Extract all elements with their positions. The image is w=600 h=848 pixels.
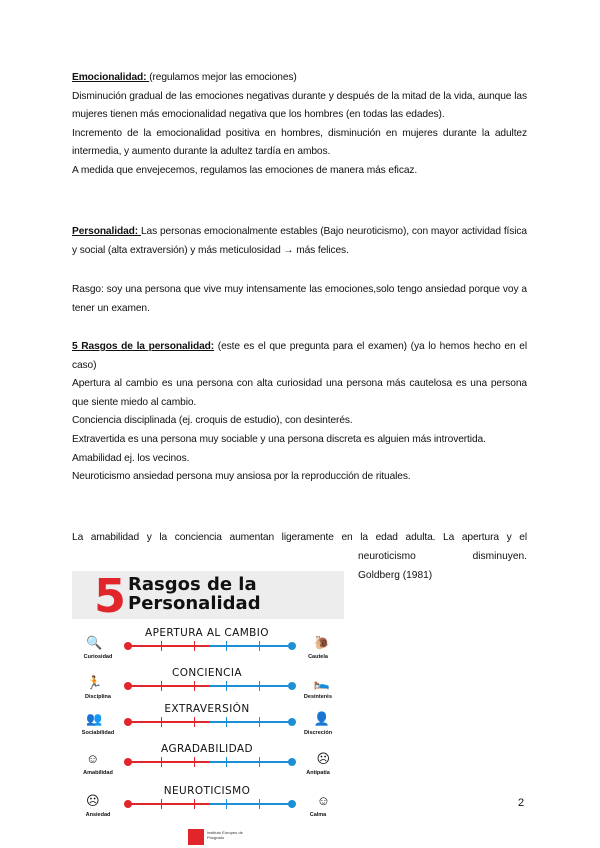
trait-name: AGRADABILIDAD [161, 743, 253, 755]
cinco-rasgos-heading: 5 Rasgos de la personalidad: [72, 341, 215, 352]
personalidad-heading: Personalidad: [72, 226, 141, 237]
trait-row [72, 667, 344, 707]
trait-right-label: Antipatía [306, 770, 330, 776]
personalidad-section [72, 223, 527, 260]
meditation-icon: ☺ [316, 793, 330, 808]
emocionalidad-section [72, 69, 527, 181]
trait-scale [128, 645, 292, 647]
emocionalidad-intro: (regulamos mejor las emociones) [149, 72, 297, 83]
snail-icon: 🐌 [313, 635, 330, 650]
trait-row [72, 743, 344, 783]
runner-icon: 🏃 [86, 675, 103, 690]
kind-face-icon: ☺ [86, 751, 100, 766]
paragraph: Amabilidad ej. los vecinos. [72, 452, 190, 464]
trait-left-label: Amabilidad [83, 770, 113, 776]
personalidad-text: Las personas emocionalmente estables (Bajo neuroticismo), con mayor actividad física y social (alta extraversión) y más meticulosidad → más felices. [72, 226, 527, 256]
hammock-icon: 🛌 [313, 675, 330, 690]
trait-name: NEUROTICISMO [163, 785, 251, 797]
infographic-banner [72, 569, 344, 623]
infographic-title [128, 575, 261, 613]
trait-row [72, 703, 344, 743]
paragraph: Apertura al cambio es una persona con alta curiosidad una persona más cautelosa es una persona que siente miedo al cambio. [72, 378, 527, 408]
angry-person-icon: ☹ [316, 751, 330, 766]
citation: Goldberg (1981) [358, 570, 433, 581]
trait-right-label: Calma [309, 812, 327, 818]
personality-infographic [72, 571, 344, 829]
cinco-rasgos-intro: (este es el que pregunta para el examen) (ya lo hemos hecho en el caso) [72, 341, 527, 371]
paragraph: Extravertida es una persona muy sociable y una persona discreta es alguien más introvertida. [72, 433, 486, 445]
anxious-face-icon: ☹ [86, 793, 100, 808]
rasgo-text: Rasgo: soy una persona que vive muy intensamente las emociones,solo tengo ansiedad porque voy a tener un examen. [72, 284, 527, 314]
paragraph: Conciencia disciplinada (ej. croquis de estudio), con desinterés. [72, 415, 353, 427]
magnifier-icon: 🔍 [86, 635, 103, 650]
trait-scale [128, 761, 292, 763]
infographic-title-line2: Personalidad [128, 593, 261, 614]
logo-text: Instituto Europeo de Posgrado [207, 830, 243, 840]
trait-name: EXTRAVERSIÓN [164, 703, 250, 715]
trait-left-label: Curiosidad [83, 654, 113, 660]
trait-name: APERTURA AL CAMBIO [145, 627, 269, 639]
infographic-number: 5 [94, 569, 127, 623]
infographic-title-line1: Rasgos de la [128, 574, 257, 595]
trait-name: CONCIENCIA [172, 667, 242, 679]
conclusion-line: La amabilidad y la conciencia aumentan ligeramente en la edad adulta. La apertura y el [72, 532, 527, 543]
trait-right-label: Discreción [303, 730, 333, 736]
paragraph: A medida que envejecemos, regulamos las emociones de manera más eficaz. [72, 164, 418, 176]
trait-left-label: Ansiedad [85, 812, 111, 818]
cinco-rasgos-section [72, 338, 527, 487]
paragraph: Incremento de la emocionalidad positiva en hombres, disminución en mujeres durante la adultez intermedia, y aumento durante la adultez tardía en ambos. [72, 127, 527, 158]
group-icon: 👥 [86, 711, 103, 726]
trait-left-label: Sociabilidad [81, 730, 115, 736]
trait-left-label: Disciplina [85, 694, 111, 700]
trait-right-label: Desinterés [303, 694, 333, 700]
emocionalidad-title-line [72, 69, 527, 88]
paragraph: Neuroticismo ansiedad persona muy ansiosa por la reproducción de rituales. [72, 471, 411, 483]
trait-scale [128, 721, 292, 723]
hidden-person-icon: 👤 [313, 711, 330, 726]
conclusion-side-line: neuroticismo disminuyen. [358, 551, 527, 562]
logo-mark [188, 829, 204, 845]
trait-row [72, 627, 344, 667]
trait-right-label: Cautela [308, 654, 328, 660]
cinco-rasgos-title-line [72, 338, 527, 375]
emocionalidad-heading: Emocionalidad: [72, 72, 150, 83]
trait-scale [128, 803, 292, 805]
institution-logo [188, 829, 248, 847]
trait-scale [128, 685, 292, 687]
page-number: 2 [518, 797, 525, 809]
trait-row [72, 785, 344, 825]
paragraph: Disminución gradual de las emociones negativas durante y después de la mitad de la vida, aunque las mujeres tienen más emocionalidad negativa que los hombres (en todas las edades). [72, 90, 527, 121]
rasgo-section [72, 281, 527, 318]
